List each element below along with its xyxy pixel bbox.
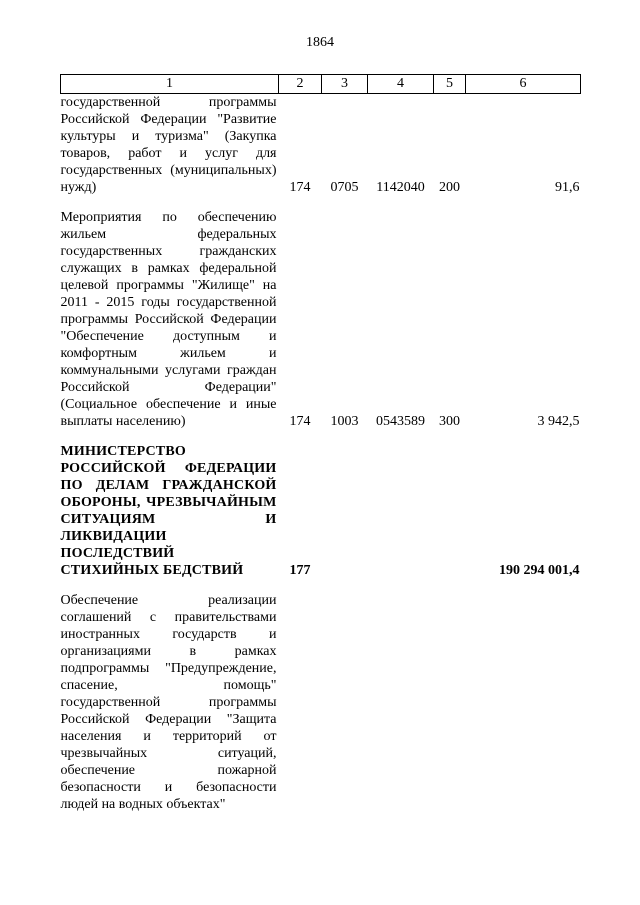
target-article-code: 0543589 [376, 414, 425, 429]
ministry-code: 174 [289, 414, 311, 429]
target-article-code: 1142040 [376, 180, 425, 195]
table-row [61, 209, 581, 430]
column-number: 1 [61, 75, 279, 94]
column-number: 5 [434, 75, 466, 94]
ministry-code: 174 [289, 180, 311, 195]
section-code: 1003 [330, 414, 359, 429]
target-article-code [368, 592, 434, 813]
table-row [61, 443, 581, 579]
expense-type-code [434, 443, 466, 579]
expense-type-code: 300 [439, 414, 460, 429]
amount: 91,6 [555, 180, 580, 195]
amount: 3 942,5 [537, 414, 580, 429]
table-row [61, 94, 581, 197]
expense-type-code: 200 [439, 180, 460, 195]
table-row [61, 592, 581, 813]
row-description: государственной программы Российской Федерации "Развитие культуры и туризма" (Закупка товаров, работ и услуг для государственных (муниципальных) нужд) [60, 95, 277, 195]
column-number: 2 [279, 75, 322, 94]
ministry-heading: МИНИСТЕРСТВО РОССИЙСКОЙ ФЕДЕРАЦИИ ПО ДЕЛАМ ГРАЖДАНСКОЙ ОБОРОНЫ, ЧРЕЗВЫЧАЙНЫМ СИТУАЦИЯМ И ЛИКВИДАЦИИ ПОСЛЕДСТВИЙ СТИХИЙНЫХ БЕДСТВИЙ [60, 444, 277, 578]
column-number-row [61, 75, 581, 94]
column-number: 3 [322, 75, 368, 94]
section-code [322, 443, 368, 579]
section-code: 0705 [330, 180, 359, 195]
amount: 190 294 001,4 [499, 563, 580, 578]
section-code [322, 592, 368, 813]
row-description: Обеспечение реализации соглашений с правительствами иностранных государств и организациями в рамках подпрограммы "Предупреждение, спасение, помощь" государственной программы Российской Федерации "Защита населения и территорий от чрезвычайных ситуаций, обеспечение пожарной безопасности и безопасности людей на водных объектах" [60, 593, 277, 812]
expense-type-code [434, 592, 466, 813]
ministry-code [279, 592, 322, 813]
row-description: Мероприятия по обеспечению жильем федеральных государственных гражданских служащих в рамках федеральной целевой программы "Жилище" на 2011 - 2015 годы государственной программы Российской Федерации "Обеспечение доступным и комфортным жильем и коммунальными услугами граждан Российской Федерации" (Социальное обеспечение и иные выплаты населению) [60, 210, 277, 429]
budget-table [60, 74, 581, 813]
column-number: 6 [466, 75, 581, 94]
page-number: 1864 [306, 35, 334, 50]
column-number: 4 [368, 75, 434, 94]
ministry-code: 177 [289, 563, 311, 578]
amount [466, 592, 581, 813]
target-article-code [368, 443, 434, 579]
